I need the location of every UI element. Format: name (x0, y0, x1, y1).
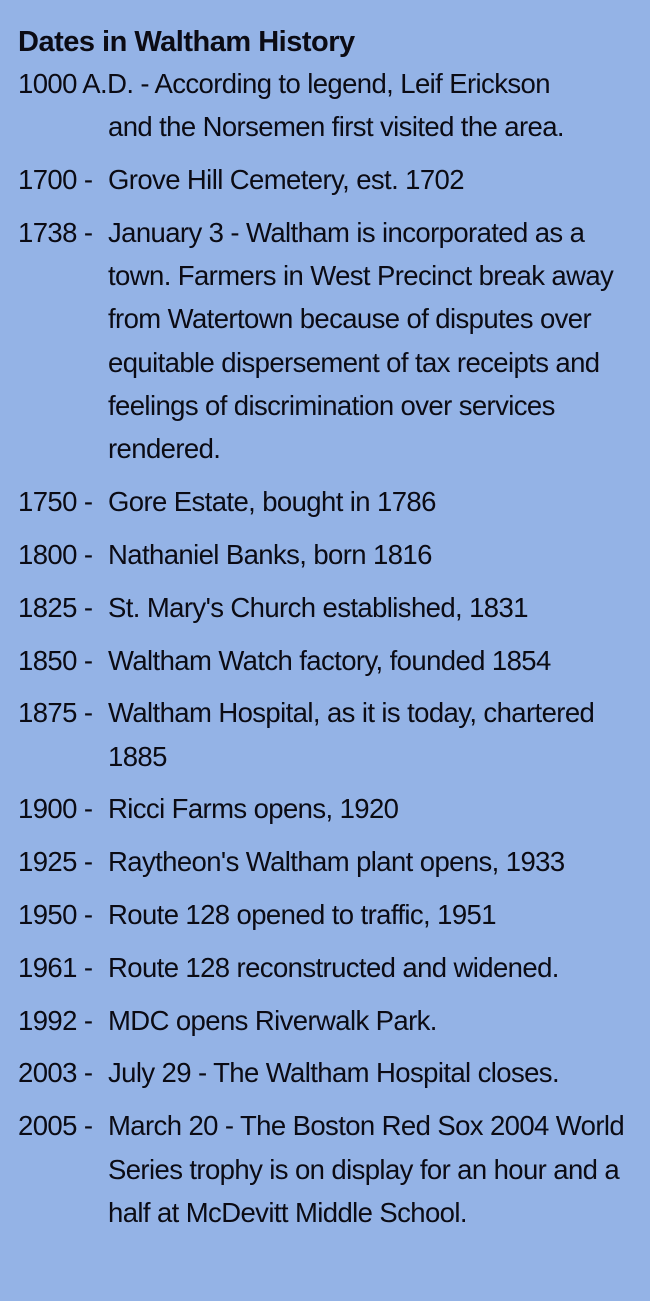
entry-year: 1750 (18, 486, 77, 518)
timeline-entry-1900: 1900 - Ricci Farms opens, 1920 (18, 787, 630, 830)
entry-continuation-text: and the Norsemen first visited the area. (108, 111, 564, 143)
timeline-entry-1875: 1875 - Waltham Hospital, as it is today, chartered 1885 (18, 691, 630, 778)
entry-description: Gore Estate, bought in 1786 (108, 486, 436, 518)
timeline-entry-1700: 1700 - Grove Hill Cemetery, est. 1702 (18, 158, 630, 201)
entry-description: MDC opens Riverwalk Park. (108, 1004, 437, 1036)
entry-description: Nathaniel Banks, born 1816 (108, 538, 432, 570)
timeline-entry-1950: 1950 - Route 128 opened to traffic, 1951 (18, 893, 630, 936)
timeline-entry-1992: 1992 - MDC opens Riverwalk Park. (18, 999, 630, 1042)
entry-description: July 29 - The Waltham Hospital closes. (108, 1057, 559, 1089)
entry-description: St. Mary's Church established, 1831 (108, 591, 528, 623)
entry-year: 2003 (18, 1057, 77, 1089)
entry-year: 1900 (18, 793, 77, 825)
entry-lead-text: 1000 A.D. - According to legend, Leif Erickson (18, 68, 550, 99)
entry-description: Ricci Farms opens, 1920 (108, 793, 399, 825)
timeline-entry-2003: 2003 - July 29 - The Waltham Hospital closes. (18, 1051, 630, 1094)
entry-description: Route 128 reconstructed and widened. (108, 951, 559, 983)
entry-description: January 3 - Waltham is incorporated as a town. Farmers in West Precinct break away from Watertown because of disputes over equitable dispersement of tax receipts and feelings of discrimination over services rendered. (108, 216, 614, 465)
timeline-entry-1825: 1825 - St. Mary's Church established, 1831 (18, 586, 630, 629)
entry-year: 1825 (18, 591, 77, 623)
entry-description: Waltham Hospital, as it is today, chartered 1885 (108, 697, 595, 772)
entry-description: Raytheon's Waltham plant opens, 1933 (108, 846, 565, 878)
entry-year: 1700 (18, 164, 77, 196)
timeline-entry-1738: 1738 - January 3 - Waltham is incorporated as a town. Farmers in West Precinct break away from Watertown because of disputes over equitable dispersement of tax receipts and feelings of discrimination over services rendered. (18, 211, 630, 471)
timeline-entry-1800: 1800 - Nathaniel Banks, born 1816 (18, 533, 630, 576)
entry-year: 1800 (18, 538, 77, 570)
panel-title: Dates in Waltham History (18, 26, 355, 58)
entry-year: 1738 (18, 216, 77, 248)
entry-description: Waltham Watch factory, founded 1854 (108, 644, 551, 676)
entry-description: Grove Hill Cemetery, est. 1702 (108, 164, 464, 196)
entry-year: 1875 (18, 697, 77, 729)
entry-year: 2005 (18, 1110, 77, 1142)
entry-year: 1925 (18, 846, 77, 878)
timeline-entry-1750: 1750 - Gore Estate, bought in 1786 (18, 480, 630, 523)
entry-year: 1992 (18, 1004, 77, 1036)
entry-year: 1961 (18, 951, 77, 983)
timeline-entry-2005: 2005 - March 20 - The Boston Red Sox 2004 World Series trophy is on display for an hour and a half at McDevitt Middle School. (18, 1104, 630, 1234)
entry-year: 1950 (18, 899, 77, 931)
timeline-list (18, 62, 630, 1234)
timeline-entry-1850: 1850 - Waltham Watch factory, founded 1854 (18, 639, 630, 682)
timeline-entry-1961: 1961 - Route 128 reconstructed and widened. (18, 946, 630, 989)
entry-description: March 20 - The Boston Red Sox 2004 World Series trophy is on display for an hour and a half at McDevitt Middle School. (108, 1110, 625, 1228)
entry-year: 1850 (18, 644, 77, 676)
entry-description: Route 128 opened to traffic, 1951 (108, 899, 496, 931)
timeline-entry-1000 (18, 62, 630, 149)
timeline-entry-1925: 1925 - Raytheon's Waltham plant opens, 1933 (18, 840, 630, 883)
